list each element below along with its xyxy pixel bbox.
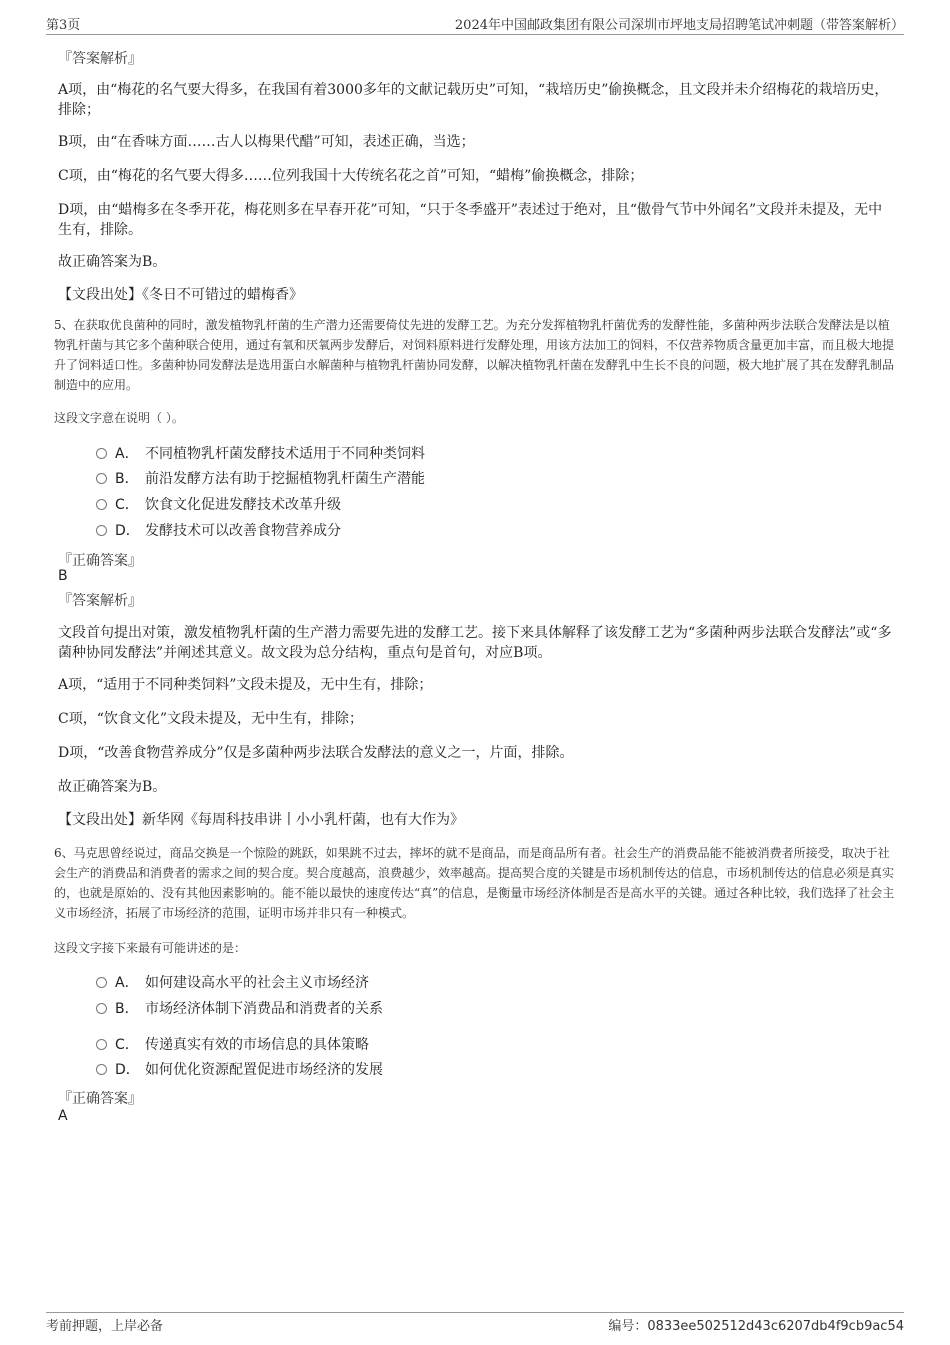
analysis-conclusion: 故正确答案为B。 xyxy=(58,779,167,795)
radio-icon[interactable] xyxy=(96,1003,107,1014)
page-header xyxy=(46,14,904,35)
page-footer xyxy=(46,1312,904,1335)
question-5-option-a[interactable]: A． 不同植物乳杆菌发酵技术适用于不同种类饲料 xyxy=(96,444,425,464)
question-5-option-d[interactable]: D． 发酵技术可以改善食物营养成分 xyxy=(96,521,341,541)
radio-icon[interactable] xyxy=(96,1039,107,1050)
analysis-conclusion: 故正确答案为B。 xyxy=(58,254,167,270)
question-6-option-b[interactable]: B． 市场经济体制下消费品和消费者的关系 xyxy=(96,999,383,1019)
analysis-a: A项，由“梅花的名气要大得多，在我国有着3000多年的文献记载历史”可知，“栽培历史”偷换概念，且文段并未介绍梅花的栽培历史，排除； xyxy=(58,82,889,118)
page-number: 第3页 xyxy=(46,18,81,33)
question-5-prompt: 这段文字意在说明（ ）。 xyxy=(54,411,184,425)
question-5-option-c[interactable]: C． 饮食文化促进发酵技术改革升级 xyxy=(96,495,341,515)
question-6-prompt: 这段文字接下来最有可能讲述的是： xyxy=(54,941,247,955)
question-6-option-a[interactable]: A． 如何建设高水平的社会主义市场经济 xyxy=(96,973,369,993)
question-5-option-b[interactable]: B． 前沿发酵方法有助于挖掘植物乳杆菌生产潜能 xyxy=(96,469,425,489)
radio-icon[interactable] xyxy=(96,499,107,510)
source-citation: 【文段出处】新华网《每周科技串讲丨小小乳杆菌，也有大作为》 xyxy=(58,812,464,828)
analysis-b: B项，由“在香味方面……古人以梅果代醋”可知，表述正确，当选； xyxy=(58,134,475,150)
correct-answer-label: 『正确答案』 xyxy=(58,553,142,569)
analysis-d: D项，由“蜡梅多在冬季开花，梅花则多在早春开花”可知，“只于冬季盛开”表述过于绝对，且“傲骨气节中外闻名”文段并未提及，无中生有，排除。 xyxy=(58,202,883,238)
correct-answer: B xyxy=(58,568,68,584)
analysis-label: 『答案解析』 xyxy=(58,593,142,609)
source-citation: 【文段出处】《冬日不可错过的蜡梅香》 xyxy=(58,287,303,303)
question-5-text: 5、在获取优良菌种的同时，激发植物乳杆菌的生产潜力还需要倚仗先进的发酵工艺。为充分发挥植物乳杆菌优秀的发酵性能，多菌种两步法联合发酵法是以植物乳杆菌与其它多个菌种联合使用，通过有氧和厌氧两步发酵后，对饲料原料进行发酵处理，用该方法加工的饲料，不仅营养物质含量更加丰富，而且极大地提升了饲料适口性。多菌种协同发酵法是选用蛋白水解菌种与植物乳杆菌协同发酵，以解决植物乳杆菌在发酵乳中生长不良的问题，极大地扩展了其在发酵乳制品制造中的应用。 xyxy=(54,318,895,392)
correct-answer-label: 『正确答案』 xyxy=(58,1091,142,1107)
radio-icon[interactable] xyxy=(96,977,107,988)
question-6-option-d[interactable]: D． 如何优化资源配置促进市场经济的发展 xyxy=(96,1060,383,1080)
footer-slogan: 考前押题，上岸必备 xyxy=(46,1319,164,1334)
document-title: 2024年中国邮政集团有限公司深圳市坪地支局招聘笔试冲刺题（带答案解析） xyxy=(454,18,904,33)
question-6-text: 6、马克思曾经说过，商品交换是一个惊险的跳跃，如果跳不过去，摔坏的就不是商品，而是商品所有者。社会生产的消费品能不能被消费者所接受，取决于社会生产的消费品和消费者的需求之间的契合度。契合度越高，浪费越少，效率越高。提高契合度的关键是市场机制传达的信息，市场机制传达的信息必须是真实的，也就是原始的、没有其他因素影响的。能不能以最快的速度传达“真”的信息，是衡量市场经济体制是否是高水平的关键。通过各种比较，我们选择了社会主义市场经济，拓展了市场经济的范围，证明市场并非只有一种模式。 xyxy=(54,846,895,920)
radio-icon[interactable] xyxy=(96,525,107,536)
radio-icon[interactable] xyxy=(96,473,107,484)
analysis-c: C项，由“梅花的名气要大得多……位列我国十大传统名花之首”可知，“蜡梅”偷换概念，排除； xyxy=(58,168,644,184)
analysis-d: D项，“改善食物营养成分”仅是多菌种两步法联合发酵法的意义之一，片面，排除。 xyxy=(58,745,574,761)
analysis-label: 『答案解析』 xyxy=(58,51,142,67)
analysis-c: C项，“饮食文化”文段未提及，无中生有，排除； xyxy=(58,711,364,727)
radio-icon[interactable] xyxy=(96,448,107,459)
correct-answer: A xyxy=(58,1108,68,1124)
analysis-a: A项，“适用于不同种类饲料”文段未提及，无中生有，排除； xyxy=(58,677,433,693)
document-id: 编号：0833ee502512d43c6207db4f9cb9ac54 xyxy=(608,1319,904,1334)
radio-icon[interactable] xyxy=(96,1064,107,1075)
question-6-option-c[interactable]: C． 传递真实有效的市场信息的具体策略 xyxy=(96,1035,369,1055)
analysis-summary: 文段首句提出对策，激发植物乳杆菌的生产潜力需要先进的发酵工艺。接下来具体解释了该发酵工艺为“多菌种两步法联合发酵法”或“多菌种协同发酵法”并阐述其意义。故文段为总分结构，重点句是首句，对应B项。 xyxy=(58,625,892,661)
